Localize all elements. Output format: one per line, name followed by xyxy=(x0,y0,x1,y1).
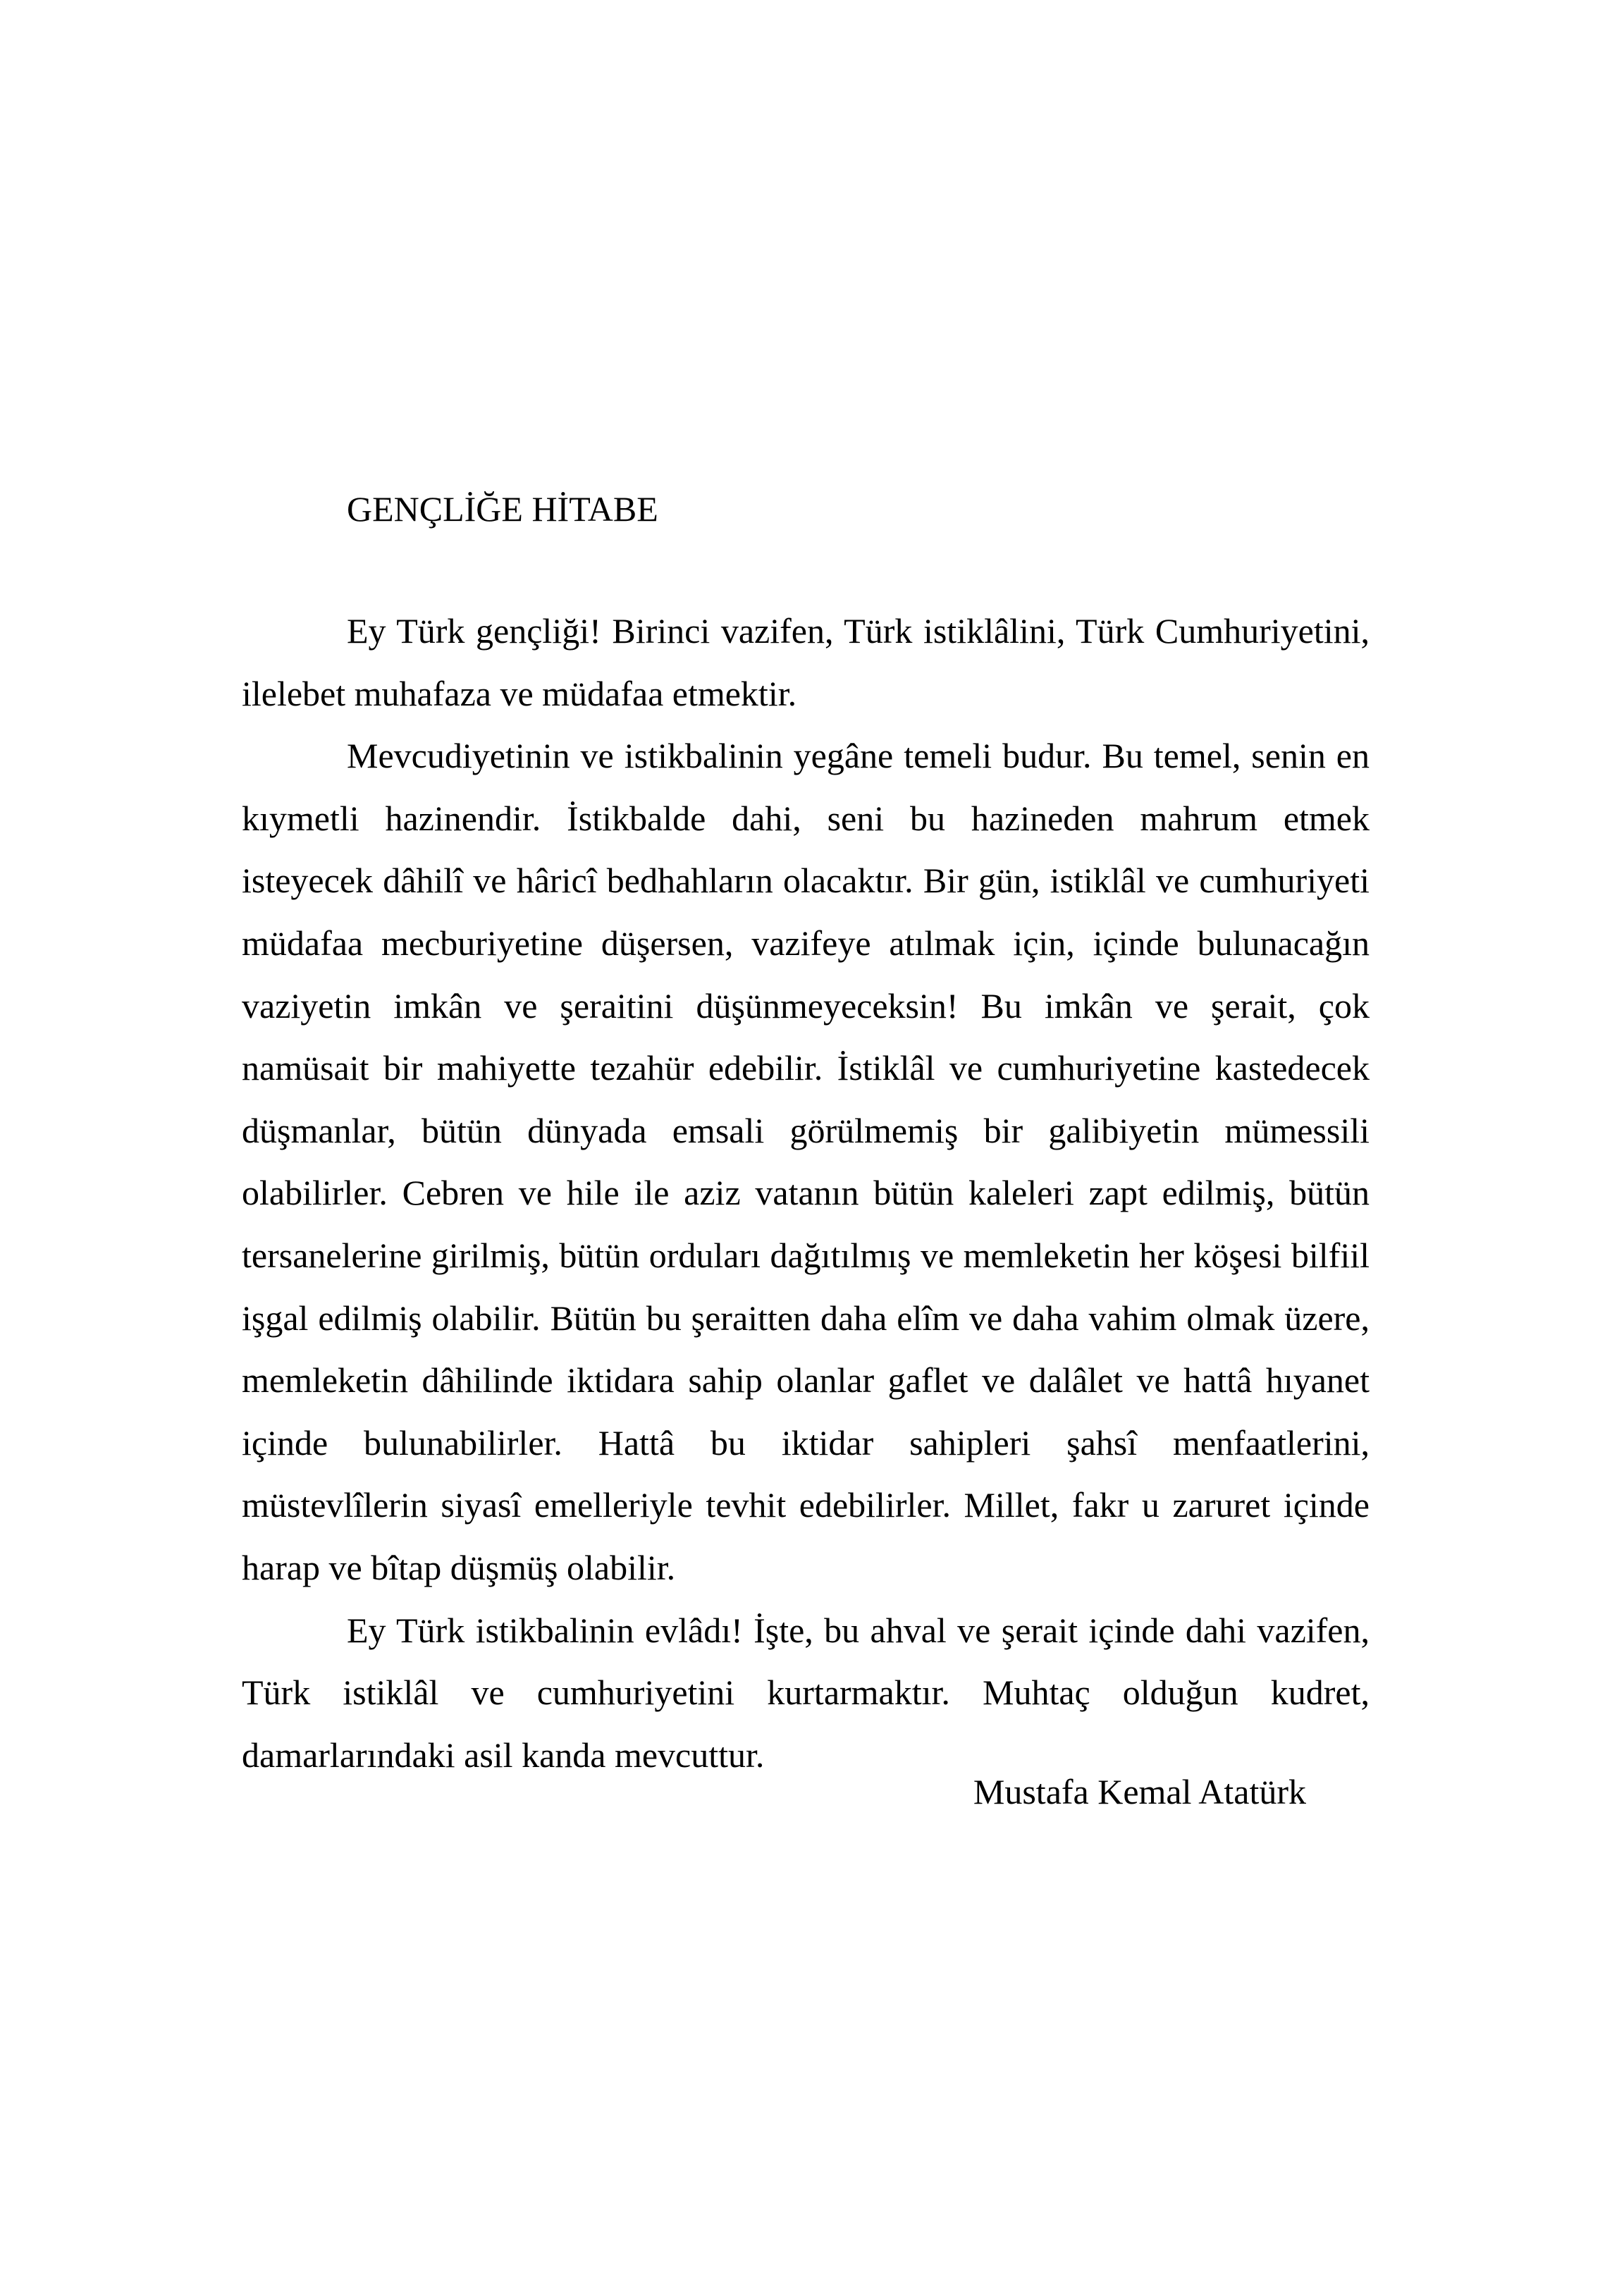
author-signature: Mustafa Kemal Atatürk xyxy=(973,1772,1306,1811)
paragraph-2: Mevcudiyetinin ve istikbalinin yegâne temeli budur. Bu temel, senin en kıymetli hazinendir. İstikbalde dahi, seni bu hazineden mahrum etmek isteyecek dâhilî ve hâricî bedhahların olacaktır. Bir gün, istiklâl ve cumhuriyeti müdafaa mecburiyetine düşersen, vazifeye atılmak için, içinde bulunacağın vaziyetin imkân ve şeraitini düşünmeyeceksin! Bu imkân ve şerait, çok namüsait bir mahiyette tezahür edebilir. İstiklâl ve cumhuriyetine kastedecek düşmanlar, bütün dünyada emsali görülmemiş bir galibiyetin mümessili olabilirler. Cebren ve hile ile aziz vatanın bütün kaleleri zapt edilmiş, bütün tersanelerine girilmiş, bütün orduları dağıtılmış ve memleketin her köşesi bilfiil işgal edilmiş olabilir. Bütün bu şeraitten daha elîm ve daha vahim olmak üzere, memleketin dâhilinde iktidara sahip olanlar gaflet ve dalâlet ve hattâ hıyanet içinde bulunabilirler. Hattâ bu iktidar sahipleri şahsî menfaatlerini, müstevlîlerin siyasî emelleriyle tevhit edebilirler. Millet, fakr u zaruret içinde harap ve bîtap düşmüş olabilir. xyxy=(242,736,1370,1587)
paragraph-3: Ey Türk istikbalinin evlâdı! İşte, bu ahval ve şerait içinde dahi vazifen, Türk istiklâl ve cumhuriyetini kurtarmaktır. Muhtaç olduğun kudret, damarlarındaki asil kanda mevcuttur. xyxy=(242,1610,1370,1775)
document-body xyxy=(242,600,1370,1786)
paragraph-1: Ey Türk gençliği! Birinci vazifen, Türk istiklâlini, Türk Cumhuriyetini, ilelebet muhafaza ve müdafaa etmektir. xyxy=(242,611,1370,713)
document-title: GENÇLİĞE HİTABE xyxy=(347,489,658,529)
